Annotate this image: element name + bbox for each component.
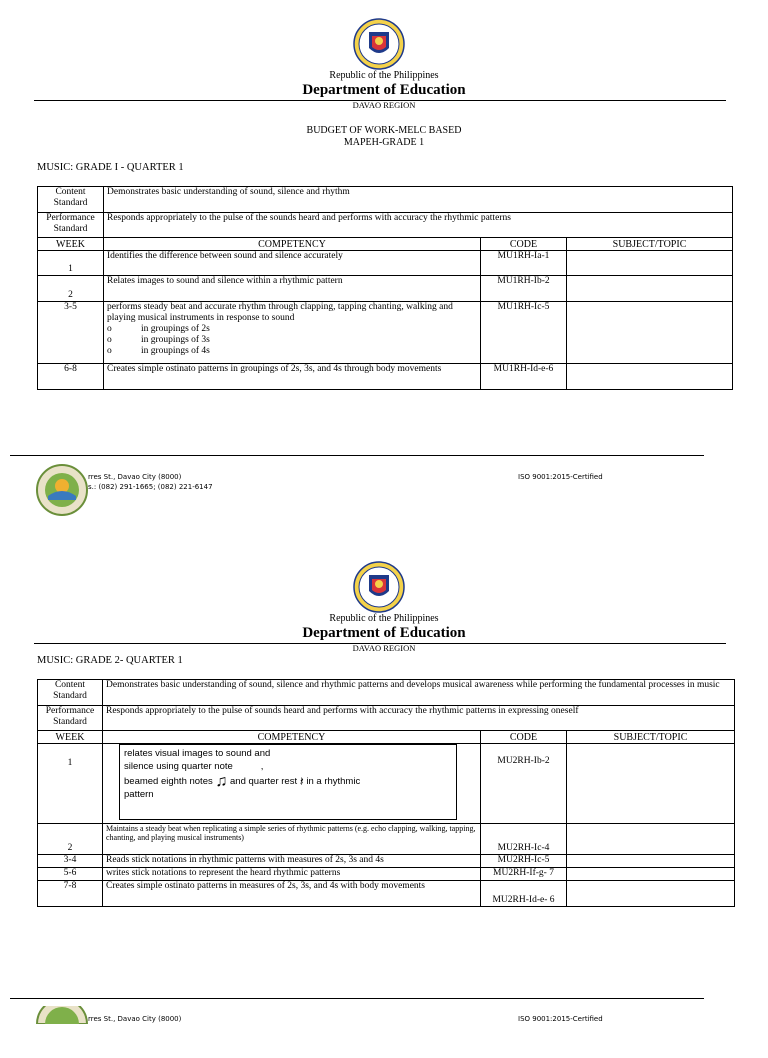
performance-standard-label: Performance Standard (38, 213, 104, 238)
competency-cell: writes stick notations to represent the heard rhythmic patterns (103, 868, 481, 881)
bullet-item: o in groupings of 4s (107, 346, 210, 356)
code-cell: MU2RH-Ic-5 (481, 855, 567, 868)
competency-text: performs steady beat and accurate rhythm through clapping, tapping chanting, walking and playing musical instruments in response to sound (107, 302, 453, 323)
table-row (38, 276, 733, 302)
footer-iso: ISO 9001:2015-Certified (518, 473, 603, 481)
competency-cell: Relates images to sound and silence within a rhythmic pattern (104, 276, 481, 302)
table-row (38, 824, 735, 855)
deped-seal-top (352, 18, 406, 70)
division-seal-icon (36, 1006, 88, 1058)
content-standard-text: Demonstrates basic understanding of sound, silence and rhythmic patterns and develops musical awareness while performing the fundamental processes in music (103, 680, 735, 706)
competency-cell: Creates simple ostinato patterns in measures of 2s, 3s, and 4s with body movements (103, 881, 481, 907)
footer-address: rres St., Davao City (8000) (88, 1015, 182, 1023)
week-cell: 1 (38, 744, 103, 824)
performance-standard-text: Responds appropriately to the pulse of sounds heard and performs with accuracy the rhythmic patterns in expressing oneself (103, 706, 735, 731)
code-cell: MU1RH-Id-e-6 (481, 364, 567, 390)
week-cell: 7-8 (38, 881, 103, 907)
beamed-eighth-notes-icon: ♫ (215, 773, 228, 790)
table-row (38, 251, 733, 276)
grade1-heading: MUSIC: GRADE I - QUARTER 1 (37, 162, 184, 173)
topic-cell (567, 881, 735, 907)
topic-cell (567, 855, 735, 868)
performance-standard-text: Responds appropriately to the pulse of the sounds heard and performs with accuracy the rhythmic patterns (104, 213, 733, 238)
code-cell: MU2RH-Ib-2 (481, 744, 567, 824)
deped-seal-top (352, 561, 406, 613)
doc-title-line2: MAPEH-GRADE 1 (343, 137, 425, 148)
code-cell: MU1RH-Ic-5 (481, 302, 567, 364)
performance-standard-label: Performance Standard (38, 706, 103, 731)
topic-cell (567, 364, 733, 390)
topic-cell (567, 744, 735, 824)
topic-cell (567, 868, 735, 881)
footer-rule (10, 455, 704, 456)
competency-line: silence using quarter note , (124, 761, 264, 772)
col-competency: COMPETENCY (104, 238, 481, 251)
competency-cell: Identifies the difference between sound and silence accurately (104, 251, 481, 276)
footer-iso: ISO 9001:2015-Certified (518, 1015, 603, 1023)
footer-phone: s.: (082) 291-1665; (082) 221-6147 (88, 483, 213, 491)
republic-text: Republic of the Philippines (329, 70, 439, 81)
grade2-heading: MUSIC: GRADE 2- QUARTER 1 (37, 655, 183, 666)
bullet-item: o in groupings of 3s (107, 335, 210, 345)
code-cell: MU2RH-If-g- 7 (481, 868, 567, 881)
col-code: CODE (481, 238, 567, 251)
table-row (38, 302, 733, 364)
competency-cell (103, 744, 481, 824)
competency-textbox (119, 744, 457, 820)
grade1-table (37, 186, 733, 390)
code-cell: MU2RH-Id-e- 6 (481, 881, 567, 907)
content-standard-label: Content Standard (38, 187, 104, 213)
col-week: WEEK (38, 731, 103, 744)
topic-cell (567, 276, 733, 302)
col-code: CODE (481, 731, 567, 744)
col-topic: SUBJECT/TOPIC (567, 238, 733, 251)
topic-cell (567, 302, 733, 364)
competency-cell: Creates simple ostinato patterns in groupings of 2s, 3s, and 4s through body movements (104, 364, 481, 390)
col-competency: COMPETENCY (103, 731, 481, 744)
code-cell: MU2RH-Ic-4 (481, 824, 567, 855)
week-cell: 5-6 (38, 868, 103, 881)
bullet-item: o in groupings of 2s (107, 324, 210, 334)
topic-cell (567, 824, 735, 855)
week-cell: 6-8 (38, 364, 104, 390)
table-row (38, 868, 735, 881)
content-standard-text: Demonstrates basic understanding of sound, silence and rhythm (104, 187, 733, 213)
quarter-rest-icon: 𝄽 (299, 774, 304, 789)
region-text: DAVAO REGION (352, 100, 416, 110)
table-row (38, 855, 735, 868)
competency-cell: Maintains a steady beat when replicating a simple series of rhythmic patterns (e.g. echo clapping, walking, tapping, chanting, and playing musical instruments) (103, 824, 481, 855)
competency-cell: Reads stick notations in rhythmic patterns with measures of 2s, 3s and 4s (103, 855, 481, 868)
republic-text: Republic of the Philippines (329, 613, 439, 624)
week-cell: 1 (38, 251, 104, 276)
competency-line: beamed eighth notes ♫ and quarter rest 𝄽 in a rhythmic (124, 773, 361, 790)
week-cell: 2 (38, 824, 103, 855)
footer-address: rres St., Davao City (8000) (88, 473, 182, 481)
week-cell: 2 (38, 276, 104, 302)
week-cell: 3-5 (38, 302, 104, 364)
table-row (38, 364, 733, 390)
department-title: Department of Education (302, 625, 466, 641)
competency-line: pattern (124, 789, 154, 801)
department-title: Department of Education (302, 82, 466, 98)
competency-cell (104, 302, 481, 364)
doc-title-line1: BUDGET OF WORK-MELC BASED (306, 125, 462, 136)
code-cell: MU1RH-Ib-2 (481, 276, 567, 302)
topic-cell (567, 251, 733, 276)
region-text: DAVAO REGION (352, 643, 416, 653)
grade2-table (37, 679, 735, 907)
competency-line: relates visual images to sound and (124, 748, 271, 759)
footer-rule (10, 998, 704, 999)
table-row (38, 744, 735, 824)
code-cell: MU1RH-Ia-1 (481, 251, 567, 276)
content-standard-label: Content Standard (38, 680, 103, 706)
table-row (38, 881, 735, 907)
division-seal-icon (36, 464, 88, 516)
col-topic: SUBJECT/TOPIC (567, 731, 735, 744)
week-cell: 3-4 (38, 855, 103, 868)
col-week: WEEK (38, 238, 104, 251)
